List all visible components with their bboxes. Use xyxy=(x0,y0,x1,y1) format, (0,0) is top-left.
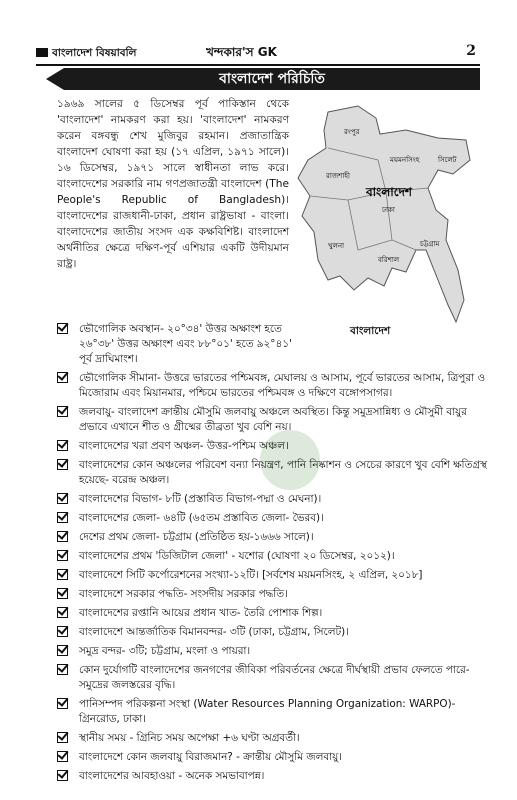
checkbox-icon xyxy=(57,459,68,470)
fact-item xyxy=(57,644,487,659)
intro-paragraph xyxy=(57,96,289,272)
map-label-dhaka: ঢাকা xyxy=(382,206,395,214)
fact-text: বাংলাদেশের আবহাওয়া - অনেক সমভাবাপন্ন। xyxy=(79,770,265,782)
fact-item xyxy=(57,371,487,401)
checkbox-icon xyxy=(57,626,68,637)
fact-item xyxy=(57,587,487,602)
header-rule xyxy=(36,64,480,66)
intro-text: ১৯৬৯ সালের ৫ ডিসেম্বর পূর্ব পাকিস্তান থেকে 'বাংলাদেশ' নামকরণ করা হয়। 'বাংলাদেশ' নামকরণ করেন বঙ্গবন্ধু শেখ মুজিবুর রহমান। প্রজাতান্ত্রিক বাংলাদেশ ঘোষণা করা হয় (১৭ এপ্রিল, ১৯৭১ সালে)। ১৬ ডিসেম্বর, ১৯৭১ সালে স্বাধীনতা লাভ করে। বাংলাদেশের সরকারি নাম গণপ্রজাতন্ত্রী বাংলাদেশ (The People's Republic of Bangladesh)। বাংলাদেশের রাজধানী-ঢাকা, প্রধান রাষ্ট্রভাষা - বাংলা। বাংলাদেশের জাতীয় সংসদ এক কক্ষবিশিষ্ট। বাংলাদেশ অর্থনীতির ক্ষেত্রে দক্ষিণ-পূর্ব এশিয়ার একটি উদীয়মান রাষ্ট্র। xyxy=(57,98,289,270)
checkbox-icon xyxy=(57,323,68,334)
running-header xyxy=(36,44,476,62)
fact-item xyxy=(57,568,487,583)
book-icon xyxy=(36,48,48,57)
fact-item xyxy=(57,663,487,693)
fact-text: বাংলাদেশের রপ্তানি আয়ের প্রধান খাত- তৈরি পোশাক শিল্প। xyxy=(79,607,323,619)
book-label xyxy=(36,46,136,63)
fact-text: ভৌগোলিক সীমানা- উত্তরে ভারতের পশ্চিমবঙ্গ, মেঘালয় ও আসাম, পূর্বে ভারতের আসাম, ত্রিপুরা ও মিজোরাম এবং মিয়ানমার, পশ্চিমে ভারতের পশ্চিমবঙ্গ ও দক্ষিণে বঙ্গোপসাগর। xyxy=(79,372,485,399)
checkbox-icon xyxy=(57,493,68,504)
fact-item xyxy=(57,731,487,746)
map-label-rangpur: রংপুর xyxy=(344,128,360,136)
fact-text: বাংলাদেশের খরা প্রবণ অঞ্চল- উত্তর-পশ্চিম অঞ্চল। xyxy=(79,440,289,452)
fact-item xyxy=(57,750,487,765)
fact-item xyxy=(57,492,487,507)
checkbox-icon xyxy=(57,512,68,523)
map-caption: বাংলাদেশ xyxy=(350,325,391,337)
fact-text: বাংলাদেশের জেলা- ৬৪টি (৬৫তম প্রস্তাবিত জেলা- ভৈরব)। xyxy=(79,512,324,524)
fact-text: বাংলাদেশে কোন জলবায়ু বিরাজমান? - ক্রান্তীয় মৌসুমি জলবায়ু। xyxy=(79,751,342,763)
fact-text: ভৌগোলিক অবস্থান- ২০°৩৪' উত্তর অক্ষাংশ হতে ২৬°৩৮' উত্তর অক্ষাংশ এবং ৮৮°০১' হতে ৯২°৪১' পূর্ব দ্রাঘিমাংশ। xyxy=(79,323,292,365)
fact-item xyxy=(57,405,487,435)
fact-item xyxy=(57,530,487,545)
fact-item xyxy=(57,769,487,784)
fact-text: জলবায়ু- বাংলাদেশ ক্রান্তীয় মৌসুমি জলবায়ু অঞ্চলে অবস্থিত। কিন্তু সমুদ্রসান্নিধ্য ও মৌসুমী বায়ুর প্রভাবে এখানে শীত ও গ্রীষ্মের তীব্রতা খুব বেশি নয়। xyxy=(79,406,467,433)
banner-arrow xyxy=(46,68,64,90)
section-banner xyxy=(64,68,480,90)
checkbox-icon xyxy=(57,569,68,580)
checkbox-icon xyxy=(57,770,68,781)
map-shape xyxy=(298,106,470,322)
fact-text: সমুদ্র বন্দর- ৩টি; চট্টগ্রাম, মংলা ও পায়রা। xyxy=(79,645,251,657)
fact-item xyxy=(57,625,487,640)
checkbox-icon xyxy=(57,531,68,542)
fact-item xyxy=(57,549,487,564)
checkbox-icon xyxy=(57,550,68,561)
checkbox-icon xyxy=(57,406,68,417)
checkbox-icon xyxy=(57,664,68,675)
fact-item xyxy=(57,439,487,454)
bangladesh-map xyxy=(288,100,478,330)
fact-item xyxy=(57,606,487,621)
publisher-name: খন্দকার'স GK xyxy=(206,45,277,59)
map-label-rajshahi: রাজশাহী xyxy=(326,172,350,180)
checkbox-icon xyxy=(57,607,68,618)
checkbox-icon xyxy=(57,372,68,383)
checkbox-icon xyxy=(57,588,68,599)
fact-text: বাংলাদেশে সরকার পদ্ধতি- সংসদীয় সরকার পদ্ধতি। xyxy=(79,588,288,600)
checkbox-icon xyxy=(57,698,68,709)
fact-item xyxy=(57,697,487,727)
map-label-sylhet: সিলেট xyxy=(438,156,457,164)
fact-text: দেশের প্রথম জেলা- চট্টগ্রাম (প্রতিষ্ঠিত হয়-১৬৬৬ সালে)। xyxy=(79,531,314,543)
fact-text: কোন দুর্যোগটি বাংলাদেশের জনগণের জীবিকা পরিবর্তনের ক্ষেত্রে দীর্ঘস্থায়ী প্রভাব ফেলতে পারে- সমুদ্রের জলস্তরের বৃদ্ধি। xyxy=(79,664,470,691)
fact-text: বাংলাদেশে সিটি কর্পোরেশনের সংখ্যা-১২টি। [সর্বশেষ ময়মনসিংহ, ২ এপ্রিল, ২০১৮] xyxy=(79,569,423,581)
fact-item xyxy=(57,322,304,367)
fact-text: বাংলাদেশের বিভাগ- ৮টি (প্রস্তাবিত বিভাগ-পদ্মা ও মেঘনা)। xyxy=(79,493,322,505)
fact-text: বাংলাদেশে আন্তর্জাতিক বিমানবন্দর- ৩টি (ঢাকা, চট্টগ্রাম, সিলেট)। xyxy=(79,626,349,638)
book-label-text: বাংলাদেশ বিষয়াবলি xyxy=(52,47,137,59)
map-label-barishal: বরিশাল xyxy=(378,256,400,264)
map-label-khulna: খুলনা xyxy=(328,242,345,250)
map-label-mymensingh: ময়মনসিংহ xyxy=(390,156,420,164)
fact-text: স্থানীয় সময় - গ্রিনিচ সময় অপেক্ষা +৬ ঘণ্টা অগ্রবর্তী। xyxy=(79,732,300,744)
fact-item xyxy=(57,511,487,526)
page-number: 2 xyxy=(466,43,476,59)
checkbox-icon xyxy=(57,751,68,762)
map-title: বাংলাদেশ xyxy=(366,185,412,199)
section-title: বাংলাদেশ পরিচিতি xyxy=(219,71,325,87)
checkbox-icon xyxy=(57,440,68,451)
fact-text: বাংলাদেশের কোন অঞ্চলের পরিবেশ বন্যা নিয়ন্ত্রণ, পানি নিষ্কাশন ও সেচের কারণে খুব বেশি ক্ষতিগ্রস্থ হয়েছে- বরেন্দ্র অঞ্চল। xyxy=(79,459,487,486)
checkbox-icon xyxy=(57,645,68,656)
fact-text: পানিসম্পদ পরিকল্পনা সংস্থা (Water Resources Planning Organization: WARPO)- গ্রিনরোড, ঢাকা। xyxy=(79,698,456,725)
map-label-chattogram: চট্টগ্রাম xyxy=(420,240,440,248)
checkbox-icon xyxy=(57,732,68,743)
facts-list xyxy=(57,322,487,788)
fact-item xyxy=(57,458,487,488)
fact-text: বাংলাদেশের প্রথম 'ডিজিটাল জেলা' - যশোর (ঘোষণা ২০ ডিসেম্বর, ২০১২)। xyxy=(79,550,395,562)
